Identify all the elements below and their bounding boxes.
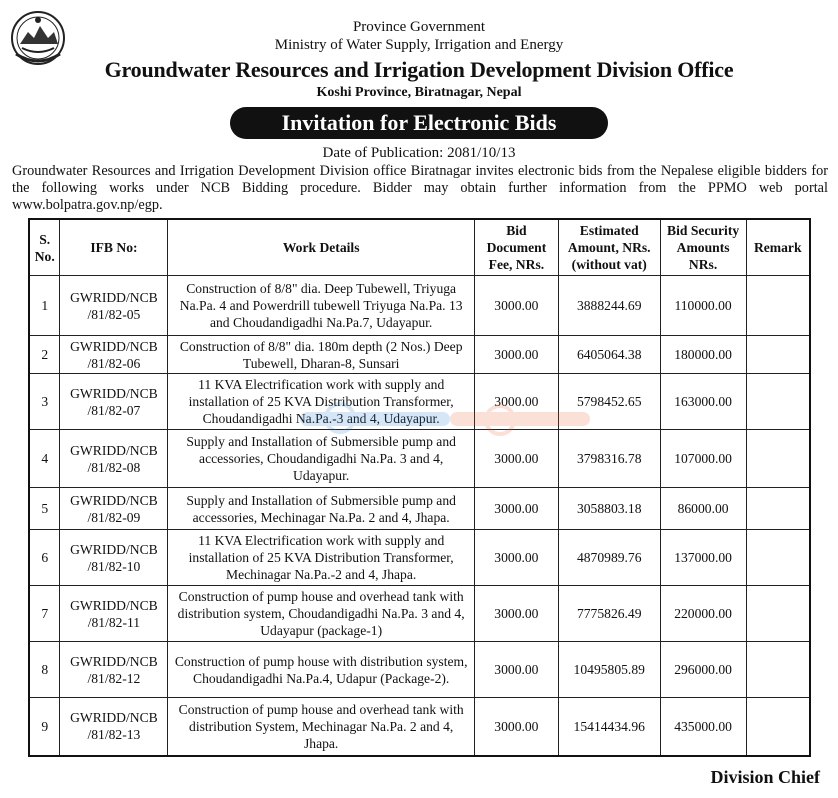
cell-fee: 3000.00 [474, 276, 558, 336]
cell-security: 220000.00 [660, 586, 746, 642]
cell-fee: 3000.00 [474, 430, 558, 488]
cell-security: 180000.00 [660, 336, 746, 374]
header-sno: S. No. [29, 219, 60, 276]
cell-sno: 7 [29, 586, 60, 642]
cell-security: 137000.00 [660, 530, 746, 586]
cell-work: Supply and Installation of Submersible pump and accessories, Choudandigadhi Na.Pa. 3 and 4, Udayapur. [168, 430, 475, 488]
cell-ifb: GWRIDD/NCB /81/82-10 [60, 530, 168, 586]
cell-ifb: GWRIDD/NCB /81/82-12 [60, 642, 168, 698]
cell-remark [746, 698, 810, 756]
cell-sno: 1 [29, 276, 60, 336]
cell-work: Supply and Installation of Submersible pump and accessories, Mechinagar Na.Pa. 2 and 4, Jhapa. [168, 488, 475, 530]
cell-ifb: GWRIDD/NCB /81/82-09 [60, 488, 168, 530]
cell-security: 86000.00 [660, 488, 746, 530]
table-header-row [29, 219, 810, 276]
header-ministry: Ministry of Water Supply, Irrigation and Energy [274, 37, 564, 53]
cell-fee: 3000.00 [474, 698, 558, 756]
cell-fee: 3000.00 [474, 530, 558, 586]
cell-work: Construction of pump house and overhead tank with distribution system, Choudandigadhi Na.Pa. 3 and 4, Udayapur (package-1) [168, 586, 475, 642]
cell-remark [746, 586, 810, 642]
header-estimate: Estimated Amount, NRs. (without vat) [558, 219, 660, 276]
table-row [29, 698, 810, 756]
cell-estimate: 15414434.96 [558, 698, 660, 756]
header-ifb: IFB No: [60, 219, 168, 276]
intro-paragraph: Groundwater Resources and Irrigation Development Division office Biratnagar invites electronic bids from the Nepalese eligible bidders for the following works under NCB Bidding procedure. Bidder may obtain further information from the PPMO web portal www.bolpatra.gov.np/egp. [12, 163, 828, 213]
header-fee: Bid Document Fee, NRs. [474, 219, 558, 276]
cell-fee: 3000.00 [474, 586, 558, 642]
cell-sno: 5 [29, 488, 60, 530]
cell-remark [746, 276, 810, 336]
cell-work: Construction of 8/8" dia. 180m depth (2 Nos.) Deep Tubewell, Dharan-8, Sunsari [168, 336, 475, 374]
header-province: Province Government [352, 19, 486, 35]
cell-work: Construction of 8/8" dia. Deep Tubewell, Triyuga Na.Pa. 4 and Powerdrill tubewell Triyuga Na.Pa. 13 and Choudandigadhi Na.Pa.7, Udayapur. [168, 276, 475, 336]
cell-fee: 3000.00 [474, 488, 558, 530]
table-row [29, 374, 810, 430]
cell-security: 110000.00 [660, 276, 746, 336]
table-row [29, 336, 810, 374]
cell-sno: 9 [29, 698, 60, 756]
cell-estimate: 10495805.89 [558, 642, 660, 698]
cell-work: 11 KVA Electrification work with supply and installation of 25 KVA Distribution Transformer, Choudandigadhi Na.Pa.-3 and 4, Udayapur. [168, 374, 475, 430]
notice-banner: Invitation for Electronic Bids [230, 107, 608, 139]
cell-security: 296000.00 [660, 642, 746, 698]
table-row [29, 488, 810, 530]
cell-ifb: GWRIDD/NCB /81/82-11 [60, 586, 168, 642]
cell-sno: 3 [29, 374, 60, 430]
publication-date: Date of Publication: 2081/10/13 [322, 145, 516, 161]
header-security: Bid Security Amounts NRs. [660, 219, 746, 276]
cell-sno: 2 [29, 336, 60, 374]
cell-remark [746, 488, 810, 530]
cell-estimate: 6405064.38 [558, 336, 660, 374]
bids-table [28, 218, 811, 757]
cell-estimate: 3058803.18 [558, 488, 660, 530]
cell-sno: 8 [29, 642, 60, 698]
cell-remark [746, 642, 810, 698]
cell-remark [746, 530, 810, 586]
cell-security: 107000.00 [660, 430, 746, 488]
cell-fee: 3000.00 [474, 642, 558, 698]
cell-security: 435000.00 [660, 698, 746, 756]
cell-work: Construction of pump house and overhead tank with distribution System, Mechinagar Na.Pa. 2 and 4, Jhapa. [168, 698, 475, 756]
cell-ifb: GWRIDD/NCB /81/82-13 [60, 698, 168, 756]
table-row [29, 530, 810, 586]
cell-estimate: 4870989.76 [558, 530, 660, 586]
table-row [29, 642, 810, 698]
cell-sno: 6 [29, 530, 60, 586]
signature-division-chief: Division Chief [710, 767, 820, 787]
cell-work: Construction of pump house with distribution system, Choudandigadhi Na.Pa.4, Udapur (Package-2). [168, 642, 475, 698]
office-title: Groundwater Resources and Irrigation Development Division Office [104, 57, 734, 82]
cell-estimate: 7775826.49 [558, 586, 660, 642]
table-row [29, 276, 810, 336]
table-row [29, 586, 810, 642]
table-row [29, 430, 810, 488]
cell-fee: 3000.00 [474, 374, 558, 430]
cell-remark [746, 374, 810, 430]
header-work: Work Details [168, 219, 475, 276]
header-remark: Remark [746, 219, 810, 276]
cell-estimate: 5798452.65 [558, 374, 660, 430]
cell-ifb: GWRIDD/NCB /81/82-05 [60, 276, 168, 336]
cell-remark [746, 430, 810, 488]
cell-estimate: 3888244.69 [558, 276, 660, 336]
cell-work: 11 KVA Electrification work with supply and installation of 25 KVA Distribution Transformer, Mechinagar Na.Pa.-2 and 4, Jhapa. [168, 530, 475, 586]
cell-ifb: GWRIDD/NCB /81/82-07 [60, 374, 168, 430]
cell-security: 163000.00 [660, 374, 746, 430]
office-location: Koshi Province, Biratnagar, Nepal [316, 85, 522, 100]
cell-remark [746, 336, 810, 374]
cell-ifb: GWRIDD/NCB /81/82-08 [60, 430, 168, 488]
cell-sno: 4 [29, 430, 60, 488]
cell-fee: 3000.00 [474, 336, 558, 374]
cell-ifb: GWRIDD/NCB /81/82-06 [60, 336, 168, 374]
cell-estimate: 3798316.78 [558, 430, 660, 488]
